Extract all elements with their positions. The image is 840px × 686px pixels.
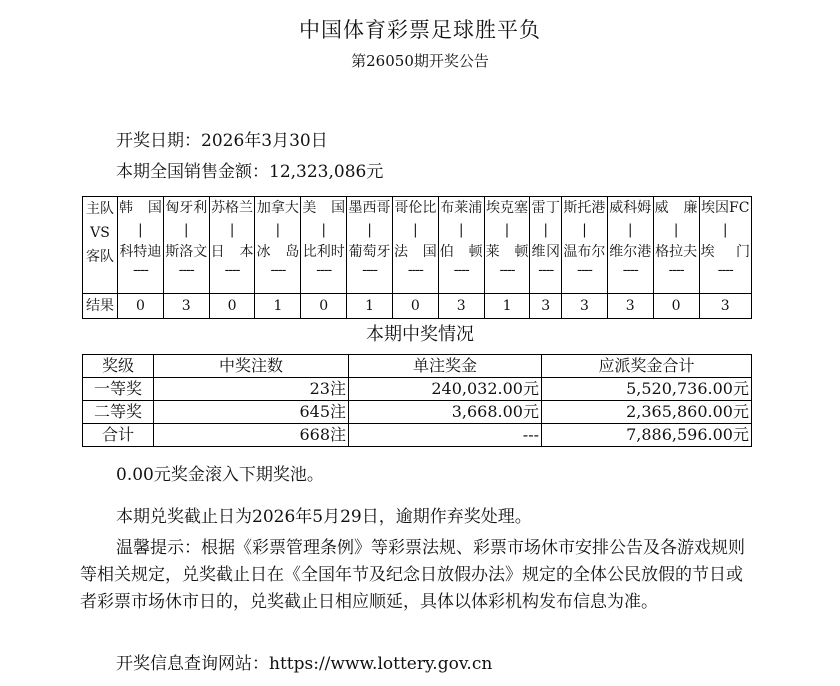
- cell-level: 一等奖: [83, 378, 154, 401]
- away-team-text: 科特迪: [119, 244, 162, 260]
- home-team-text: 匈牙利: [165, 200, 208, 216]
- home-team: [439, 197, 484, 219]
- match-result: 0: [653, 294, 699, 319]
- home-team: [393, 197, 438, 219]
- away-team-text: 门: [736, 244, 750, 260]
- score-placeholder: ----: [132, 262, 148, 278]
- home-team: [654, 197, 699, 219]
- row-labels-cell: [83, 197, 118, 294]
- away-team-text: 埃: [700, 244, 715, 260]
- away-team: [255, 241, 300, 263]
- match-result: 0: [118, 294, 164, 319]
- cell-total-prize: 5,520,736.00元: [542, 378, 752, 401]
- match-column: [607, 197, 653, 294]
- match-column: [209, 197, 255, 294]
- score-placeholder: ----: [576, 262, 592, 278]
- away-team-text: 本: [239, 244, 254, 260]
- away-team: [700, 241, 752, 263]
- vs-separator: |: [673, 222, 679, 238]
- match-column: [118, 197, 164, 294]
- score-placeholder: ----: [270, 262, 286, 278]
- website-note: 开奖信息查询网站：https://www.lottery.gov.cn: [116, 654, 493, 674]
- home-team: [530, 197, 561, 219]
- cell-total-prize: 2,365,860.00元: [542, 401, 752, 424]
- home-team: [210, 197, 255, 219]
- home-team-text: 布莱浦: [440, 200, 483, 216]
- away-team-text: 莱: [485, 244, 500, 260]
- reminder-paragraph: 温馨提示：根据《彩票管理条例》等彩票法规、彩票市场休市安排公告及各游戏规则等相关规定，兑奖截止日在《全国年节及纪念日放假办法》规定的全体公民放假的节日或者彩票市场休市日的，兑奖截止日相应顺延，具体以体彩机构发布信息为准。: [80, 538, 745, 612]
- score-placeholder: ----: [453, 262, 469, 278]
- home-team: [255, 197, 300, 219]
- home-team-text: 苏格兰: [211, 200, 254, 216]
- vs-separator: |: [321, 222, 327, 238]
- prize-header-row: [83, 355, 752, 378]
- score-placeholder: ----: [224, 262, 240, 278]
- match-result: 3: [163, 294, 209, 319]
- vs-separator: |: [582, 222, 587, 238]
- match-result: 3: [699, 294, 752, 319]
- home-team: [608, 197, 653, 219]
- home-team: [301, 197, 346, 219]
- cell-level: 合计: [83, 424, 154, 447]
- page-title: 中国体育彩票足球胜平负: [299, 18, 541, 42]
- result-row: [83, 294, 752, 319]
- away-team: [654, 241, 699, 263]
- match-result: 1: [255, 294, 301, 319]
- vs-separator: |: [722, 222, 728, 238]
- score-placeholder: ----: [538, 262, 554, 278]
- prize-row-total: [83, 424, 752, 447]
- vs-separator: |: [543, 222, 549, 238]
- home-team-text: 雷: [531, 200, 546, 216]
- match-column: [699, 197, 752, 294]
- prize-row-second: [83, 401, 752, 424]
- cell-winners: 668注: [154, 424, 349, 447]
- match-result: 3: [562, 294, 608, 319]
- match-column: [484, 197, 530, 294]
- away-team-text: 岛: [285, 244, 300, 260]
- away-team: [118, 241, 163, 263]
- home-team: [485, 197, 530, 219]
- match-result: 3: [438, 294, 484, 319]
- home-team-text: 美: [302, 200, 317, 216]
- result-row-label: 结果: [83, 294, 118, 319]
- cell-total-prize: 7,886,596.00元: [542, 424, 752, 447]
- header-winners: 中奖注数: [154, 355, 349, 378]
- header-level: 奖级: [83, 355, 154, 378]
- score-placeholder: ----: [622, 262, 638, 278]
- match-column: [438, 197, 484, 294]
- away-team: [530, 241, 561, 263]
- home-team: [347, 197, 392, 219]
- match-result: 0: [392, 294, 438, 319]
- match-column: [653, 197, 699, 294]
- away-team: [608, 241, 653, 263]
- home-team-text: 威: [654, 200, 669, 216]
- away-team-text: 斯洛文: [165, 244, 208, 260]
- score-placeholder: ----: [178, 262, 194, 278]
- match-column: [255, 197, 301, 294]
- cell-winners: 23注: [154, 378, 349, 401]
- away-team-text: 法: [393, 244, 408, 260]
- deadline-note: 本期兑奖截止日为2026年5月29日，逾期作弃奖处理。: [116, 507, 532, 527]
- prize-section-title: 本期中奖情况: [366, 324, 474, 345]
- home-team-text: 墨西哥: [348, 200, 391, 216]
- away-team-text: 顿: [468, 244, 483, 260]
- vs-separator: |: [458, 222, 464, 238]
- home-team-text: 斯托港: [563, 200, 606, 216]
- home-team: [562, 197, 607, 219]
- away-team: [210, 241, 255, 263]
- match-column: [163, 197, 209, 294]
- draw-date: 开奖日期：2026年3月30日: [116, 131, 328, 151]
- home-team: [118, 197, 163, 219]
- cell-unit-prize: ---: [349, 424, 542, 447]
- header-total-prize: 应派奖金合计: [542, 355, 752, 378]
- away-team-text: 温布尔: [563, 244, 606, 260]
- match-result: 0: [301, 294, 347, 319]
- home-row-label: 主队: [86, 201, 114, 217]
- header-unit-prize: 单注奖金: [349, 355, 542, 378]
- vs-separator: |: [275, 222, 281, 238]
- home-team-text: 廉: [683, 200, 698, 216]
- cell-unit-prize: 240,032.00元: [349, 378, 542, 401]
- match-result: 0: [209, 294, 255, 319]
- home-team-text: 韩: [119, 200, 133, 216]
- vs-separator: |: [183, 222, 189, 238]
- away-team-text: 比利时: [302, 244, 345, 260]
- vs-separator: |: [627, 222, 633, 238]
- vs-separator: |: [504, 222, 510, 238]
- away-team-text: 顿: [514, 244, 529, 260]
- prize-table: [82, 354, 752, 447]
- score-placeholder: ----: [362, 262, 378, 278]
- match-result: 3: [607, 294, 653, 319]
- match-column: [392, 197, 438, 294]
- matches-row: [83, 197, 752, 294]
- home-team-text: 国: [147, 200, 162, 216]
- issue-subtitle: 第26050期开奖公告: [351, 52, 489, 70]
- vs-separator: |: [367, 222, 372, 238]
- prize-row-first: [83, 378, 752, 401]
- away-team: [164, 241, 209, 263]
- away-team-text: 葡萄牙: [348, 244, 391, 260]
- away-team-text: 伯: [439, 244, 454, 260]
- match-column: [530, 197, 562, 294]
- vs-separator: |: [229, 222, 235, 238]
- away-team-text: 格拉夫: [655, 244, 698, 260]
- away-team-text: 维尔港: [609, 244, 652, 260]
- home-team-text: 国: [331, 200, 346, 216]
- home-team-text: 哥伦比: [394, 200, 437, 216]
- score-placeholder: ----: [668, 262, 684, 278]
- away-team-text: 日: [210, 244, 225, 260]
- away-team: [485, 241, 530, 263]
- home-team: [700, 197, 752, 219]
- score-placeholder: ----: [316, 262, 332, 278]
- sales-amount: 本期全国销售金额：12,323,086元: [116, 162, 384, 182]
- matches-table: [82, 196, 752, 319]
- cell-unit-prize: 3,668.00元: [349, 401, 542, 424]
- match-column: [347, 197, 393, 294]
- away-team-text: 冰: [256, 244, 271, 260]
- home-team-text: 威科姆: [609, 200, 652, 216]
- home-team-text: 加拿大: [256, 200, 299, 216]
- home-team-text: 丁: [546, 200, 561, 216]
- home-team-text: 埃克塞: [486, 200, 529, 216]
- rollover-note: 0.00元奖金滚入下期奖池。: [116, 465, 324, 485]
- vs-separator: |: [138, 222, 143, 238]
- score-placeholder: ----: [499, 262, 515, 278]
- away-team-text: 国: [422, 244, 437, 260]
- match-result: 1: [484, 294, 530, 319]
- match-result: 3: [530, 294, 562, 319]
- match-result: 1: [347, 294, 393, 319]
- home-team-text: 埃因FC: [701, 200, 750, 216]
- away-team: [439, 241, 484, 263]
- away-team-text: 维: [531, 244, 546, 260]
- away-team: [393, 241, 438, 263]
- home-team: [164, 197, 209, 219]
- away-team: [301, 241, 346, 263]
- away-row-label: 客队: [86, 249, 114, 265]
- score-placeholder: ----: [407, 262, 423, 278]
- away-team: [562, 241, 607, 263]
- away-team: [347, 241, 392, 263]
- vs-separator: |: [413, 222, 418, 238]
- away-team-text: 冈: [546, 244, 561, 260]
- cell-winners: 645注: [154, 401, 349, 424]
- score-placeholder: ----: [717, 262, 733, 278]
- match-column: [301, 197, 347, 294]
- cell-level: 二等奖: [83, 401, 154, 424]
- vs-row-label: VS: [90, 225, 110, 241]
- match-column: [562, 197, 608, 294]
